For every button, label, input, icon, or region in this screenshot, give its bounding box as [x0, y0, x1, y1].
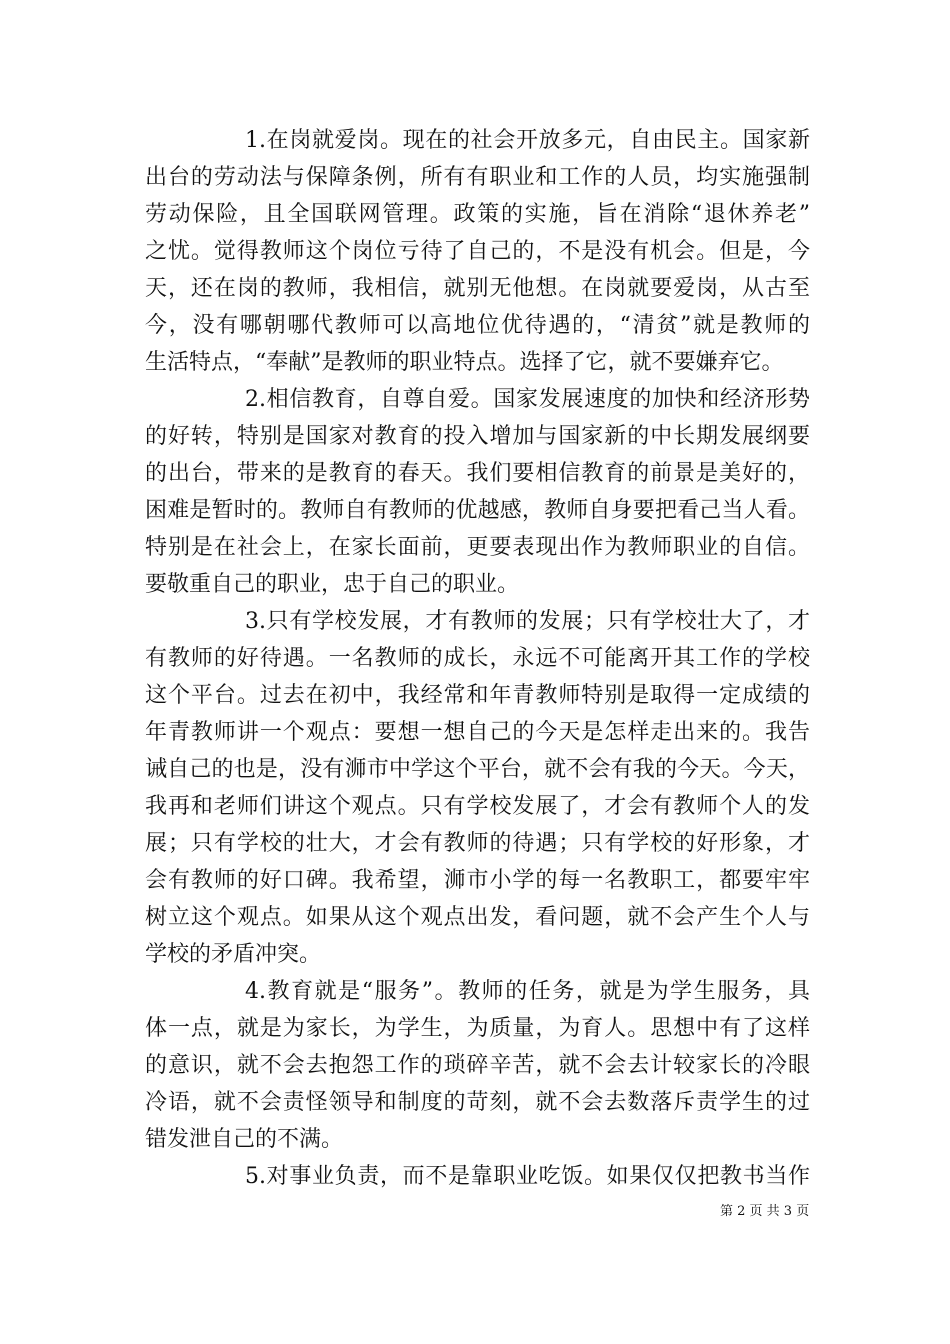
text-line: 今，没有哪朝哪代教师可以高地位优待遇的，“清贫”就是教师的 [145, 313, 810, 338]
text-line: 劳动保险，且全国联网管理。政策的实施，旨在消除“退休养老” [145, 202, 810, 227]
text-line: 诫自己的也是，没有浉市中学这个平台，就不会有我的今天。今天， [145, 757, 810, 782]
text-line: 有教师的好待遇。一名教师的成长，永远不可能离开其工作的学校 [145, 646, 810, 671]
text-line: 展；只有学校的壮大，才会有教师的待遇；只有学校的好形象，才 [145, 831, 810, 856]
text-line: 学校的矛盾冲突。 [145, 942, 322, 967]
paragraph [145, 381, 810, 603]
text-line: 5.对事业负责，而不是靠职业吃饭。如果仅仅把教书当作 [245, 1164, 810, 1189]
text-line: 年青教师讲一个观点：要想一想自己的今天是怎样走出来的。我告 [145, 720, 810, 745]
paragraph [145, 973, 810, 1158]
text-line: 错发泄自己的不满。 [145, 1127, 344, 1152]
paragraph [145, 1158, 810, 1195]
text-line: 的好转，特别是国家对教育的投入增加与国家新的中长期发展纲要 [145, 424, 810, 449]
paragraph [145, 122, 810, 381]
text-line: 特别是在社会上，在家长面前，更要表现出作为教师职业的自信。 [145, 535, 810, 560]
text-line: 困难是暂时的。教师自有教师的优越感，教师自身要把看己当人看。 [145, 498, 810, 523]
text-line: 生活特点，“奉献”是教师的职业特点。选择了它，就不要嫌弃它。 [145, 350, 784, 375]
text-line: 会有教师的好口碑。我希望，浉市小学的每一名教职工，都要牢牢 [145, 868, 810, 893]
text-line: 体一点，就是为家长，为学生，为质量，为育人。思想中有了这样 [145, 1016, 810, 1041]
text-line: 冷语，就不会责怪领导和制度的苛刻，就不会去数落斥责学生的过 [145, 1090, 810, 1115]
text-line: 这个平台。过去在初中，我经常和年青教师特别是取得一定成绩的 [145, 683, 810, 708]
paragraph [145, 603, 810, 973]
text-line: 的出台，带来的是教育的春天。我们要相信教育的前景是美好的， [145, 461, 810, 486]
text-line: 树立这个观点。如果从这个观点出发，看问题，就不会产生个人与 [145, 905, 810, 930]
document-body [145, 122, 810, 1195]
text-line: 出台的劳动法与保障条例，所有有职业和工作的人员，均实施强制 [145, 165, 810, 190]
text-line: 的意识，就不会去抱怨工作的琐碎辛苦，就不会去计较家长的冷眼 [145, 1053, 810, 1078]
text-line: 3.只有学校发展，才有教师的发展；只有学校壮大了，才 [245, 609, 810, 634]
page-number: 第 2 页 共 3 页 [720, 1204, 810, 1219]
text-line: 我再和老师们讲这个观点。只有学校发展了，才会有教师个人的发 [145, 794, 810, 819]
text-line: 要敬重自己的职业，忠于自己的职业。 [145, 572, 520, 597]
text-line: 1.在岗就爱岗。现在的社会开放多元，自由民主。国家新 [245, 128, 810, 153]
text-line: 2.相信教育，自尊自爱。国家发展速度的加快和经济形势 [245, 387, 810, 412]
text-line: 之忧。觉得教师这个岗位亏待了自己的，不是没有机会。但是，今 [145, 239, 810, 264]
text-line: 天，还在岗的教师，我相信，就别无他想。在岗就要爱岗，从古至 [145, 276, 810, 301]
text-line: 4.教育就是“服务”。教师的任务，就是为学生服务，具 [245, 979, 810, 1004]
